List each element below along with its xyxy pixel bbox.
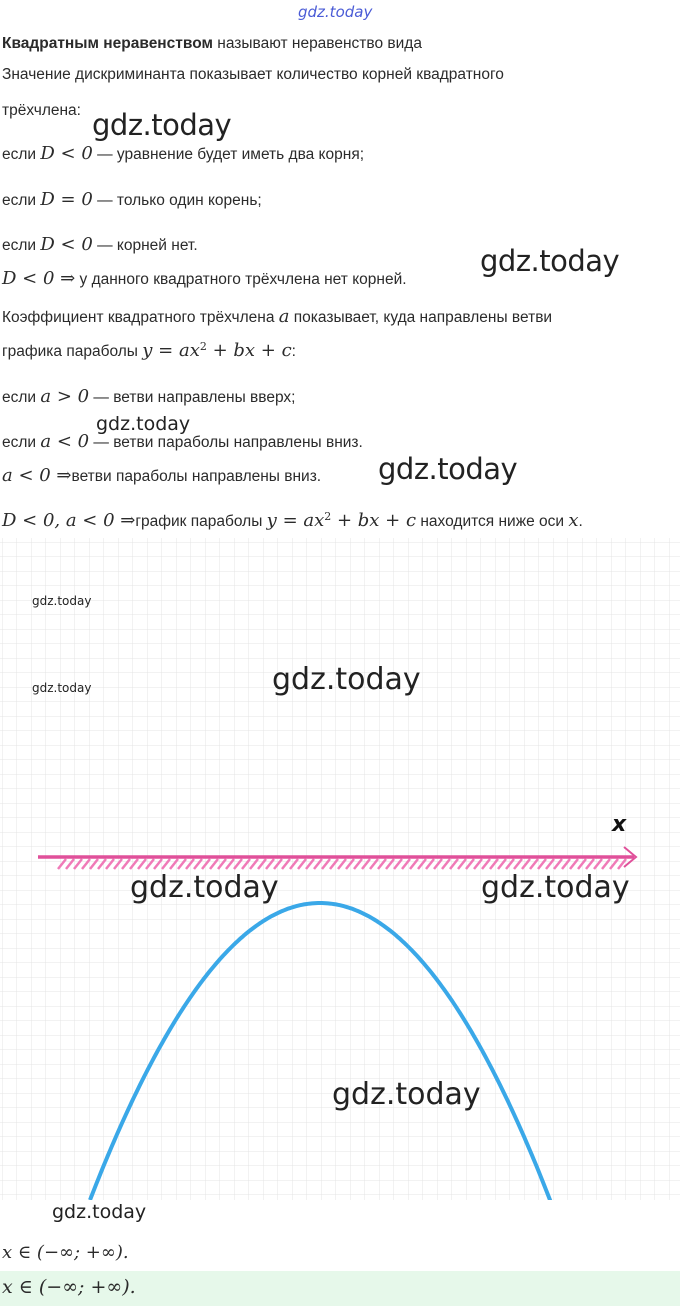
a-case-2-math: a < 0 bbox=[40, 431, 90, 452]
case-1 bbox=[2, 143, 364, 164]
case-2 bbox=[2, 189, 262, 210]
case-3-text: — корней нет. bbox=[92, 237, 198, 254]
coefficient-line-2-end: : bbox=[291, 343, 296, 361]
conclusion-3-text-2: находится ниже оси bbox=[416, 513, 569, 531]
conclusion-3 bbox=[2, 510, 583, 531]
discriminant-intro-2: трёхчлена: bbox=[2, 102, 81, 119]
case-2-math: D = 0 bbox=[40, 189, 93, 210]
conclusion-2 bbox=[2, 465, 321, 486]
case-2-prefix: если bbox=[2, 192, 41, 209]
watermark-graph-bottom: gdz.today bbox=[332, 1077, 481, 1112]
conclusion-2-text: ветви параболы направлены вниз. bbox=[71, 468, 322, 485]
answer-line-2: x ∈ (−∞; +∞). bbox=[2, 1276, 136, 1298]
case-2-text: — только один корень; bbox=[92, 192, 262, 209]
watermark-graph-right: gdz.today bbox=[481, 870, 630, 905]
definition-term: Квадратным неравенством bbox=[2, 35, 213, 52]
watermark-graph-small-1: gdz.today bbox=[32, 594, 92, 608]
watermark-header: gdz.today bbox=[298, 3, 373, 21]
conclusion-3-formula-a: y = ax bbox=[266, 510, 325, 532]
coefficient-line-2-text: графика параболы bbox=[2, 343, 143, 361]
parabola-formula-sup: 2 bbox=[199, 340, 207, 353]
case-3 bbox=[2, 234, 198, 255]
watermark-text-3: gdz.today bbox=[96, 413, 191, 435]
a-case-2-prefix: если bbox=[2, 434, 41, 451]
case-1-prefix: если bbox=[2, 146, 41, 163]
case-3-math: D < 0 bbox=[40, 234, 93, 255]
watermark-graph-small-2: gdz.today bbox=[32, 681, 92, 695]
conclusion-3-axis: x bbox=[568, 510, 579, 532]
parabola-formula-b: + bx + c bbox=[206, 340, 292, 362]
case-1-math: D < 0 bbox=[40, 143, 93, 164]
a-case-2-text: — ветви параболы направлены вниз. bbox=[89, 434, 363, 451]
watermark-graph-left: gdz.today bbox=[130, 870, 279, 905]
a-case-1-text: — ветви направлены вверх; bbox=[89, 389, 296, 406]
x-axis-label: x bbox=[612, 812, 627, 837]
conclusion-3-math: D < 0, a < 0 ⇒ bbox=[2, 510, 136, 532]
conclusion-1-text: у данного квадратного трёхчлена нет корней. bbox=[75, 271, 407, 288]
coefficient-text-b: показывает, куда направлены ветви bbox=[289, 309, 553, 326]
watermark-text-4: gdz.today bbox=[378, 452, 518, 486]
conclusion-2-math: a < 0 ⇒ bbox=[2, 465, 72, 486]
coefficient-line-2 bbox=[2, 340, 296, 361]
a-case-1-prefix: если bbox=[2, 389, 41, 406]
watermark-graph-bottom-left: gdz.today bbox=[52, 1201, 147, 1223]
case-1-text: — уравнение будет иметь два корня; bbox=[92, 146, 365, 163]
watermark-text-1: gdz.today bbox=[92, 108, 232, 142]
answer-line-1: x ∈ (−∞; +∞). bbox=[2, 1242, 129, 1263]
coefficient-math-a: a bbox=[278, 306, 290, 327]
conclusion-3-formula-sup: 2 bbox=[324, 510, 332, 523]
parabola-formula-a: y = ax bbox=[142, 340, 200, 362]
a-case-1 bbox=[2, 386, 295, 407]
a-case-2 bbox=[2, 431, 363, 452]
coefficient-text-a: Коэффициент квадратного трёхчлена bbox=[2, 309, 279, 326]
definition-text: называют неравенство вида bbox=[212, 35, 422, 52]
conclusion-3-text: график параболы bbox=[135, 513, 267, 531]
a-case-1-math: a > 0 bbox=[40, 386, 90, 407]
conclusion-3-formula-b: + bx + c bbox=[331, 510, 417, 532]
conclusion-1-math: D < 0 ⇒ bbox=[2, 268, 76, 289]
conclusion-3-end: . bbox=[578, 513, 583, 531]
discriminant-intro: Значение дискриминанта показывает количество корней квадратного bbox=[2, 66, 504, 83]
definition-line bbox=[2, 35, 422, 53]
conclusion-1 bbox=[2, 268, 407, 289]
watermark-text-2: gdz.today bbox=[480, 244, 620, 278]
case-3-prefix: если bbox=[2, 237, 41, 254]
parabola-graph bbox=[0, 538, 680, 1200]
coefficient-line-1 bbox=[2, 306, 552, 327]
watermark-graph-center: gdz.today bbox=[272, 662, 421, 697]
